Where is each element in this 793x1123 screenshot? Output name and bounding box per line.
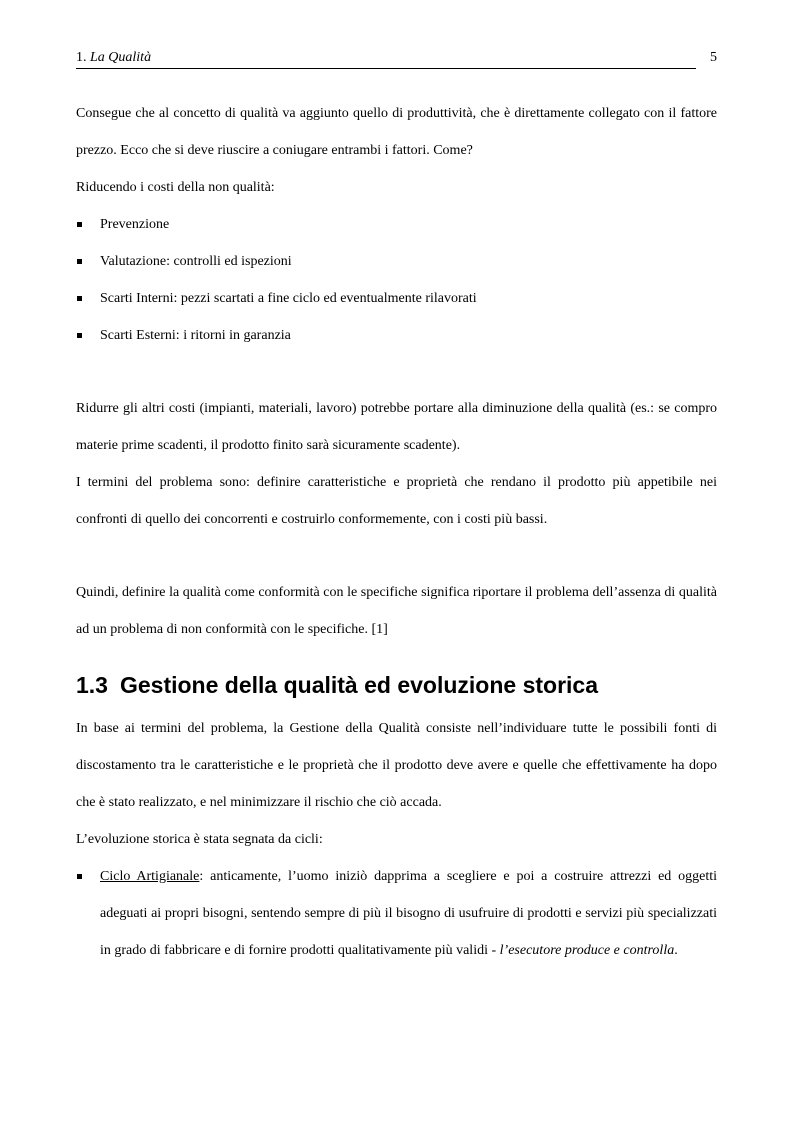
section-title: Gestione della qualità ed evoluzione storica xyxy=(119,672,598,698)
section-number: 1.3 xyxy=(76,672,108,698)
paragraph-cost-reduction: Riducendo i costi della non qualità: xyxy=(76,180,275,195)
paragraph-conformity: Quindi, definire la qualità come conformità con le specifiche significa riportare il problema dell’assenza di qualità ad un problema di non conformità con le specifiche. [1] xyxy=(76,585,717,637)
section-heading xyxy=(76,648,717,710)
running-head xyxy=(76,49,696,69)
page-header xyxy=(76,49,717,69)
chapter-number: 1. xyxy=(76,50,87,65)
list-item: Prevenzione xyxy=(76,206,717,243)
spacer xyxy=(76,354,717,390)
chapter-title: La Qualità xyxy=(90,50,152,65)
cost-list xyxy=(76,206,717,354)
page-body xyxy=(76,95,717,969)
cycle-text: : anticamente, l’uomo iniziò dapprima a scegliere e poi a costruire attrezzi ed oggetti adeguati ai propri bisogni, sentendo sempre di più il bisogno di usufruire di prodotti e servizi più specializzati in grado di fabbricare e di fornire prodotti qualitativamente più validi - xyxy=(100,869,718,958)
spacer xyxy=(76,538,717,574)
paragraph-historical-evolution: L’evoluzione storica è stata segnata da cicli: xyxy=(76,832,323,847)
cycle-end: . xyxy=(674,943,678,958)
list-item: Scarti Esterni: i ritorni in garanzia xyxy=(76,317,717,354)
square-bullet-icon xyxy=(77,296,82,301)
square-bullet-icon xyxy=(77,874,82,879)
paragraph-quality-management: In base ai termini del problema, la Gestione della Qualità consiste nell’individuare tutte le possibili fonti di discostamento tra le caratteristiche e le proprietà che il prodotto deve avere e quelle che effettivamente ha dopo che è stato realizzato, e nel minimizzare il rischio che ciò accada. xyxy=(76,721,717,810)
paragraph-problem-terms: I termini del problema sono: definire caratteristiche e proprietà che rendano il prodotto più appetibile nei confronti di quello dei concorrenti e costruirlo conformemente, con i costi più bassi. xyxy=(76,475,717,527)
paragraph-other-costs: Ridurre gli altri costi (impianti, materiali, lavoro) potrebbe portare alla diminuzione della qualità (es.: se compro materie prime scadenti, il prodotto finito sarà sicuramente scadente). xyxy=(76,401,717,453)
list-item: Valutazione: controlli ed ispezioni xyxy=(76,243,717,280)
page-number: 5 xyxy=(710,50,717,65)
cycle-italic: l’esecutore produce e controlla xyxy=(499,943,675,958)
paragraph-productivity: Consegue che al concetto di qualità va aggiunto quello di produttività, che è direttamente collegato con il fattore prezzo. Ecco che si deve riuscire a coniugare entrambi i fattori. Come? xyxy=(76,106,717,158)
list-item: Scarti Interni: pezzi scartati a fine ciclo ed eventualmente rilavorati xyxy=(76,280,717,317)
square-bullet-icon xyxy=(77,259,82,264)
square-bullet-icon xyxy=(77,222,82,227)
square-bullet-icon xyxy=(77,333,82,338)
cycle-label: Ciclo Artigianale xyxy=(100,869,200,884)
cycles-list xyxy=(76,858,717,969)
list-item xyxy=(76,858,717,969)
